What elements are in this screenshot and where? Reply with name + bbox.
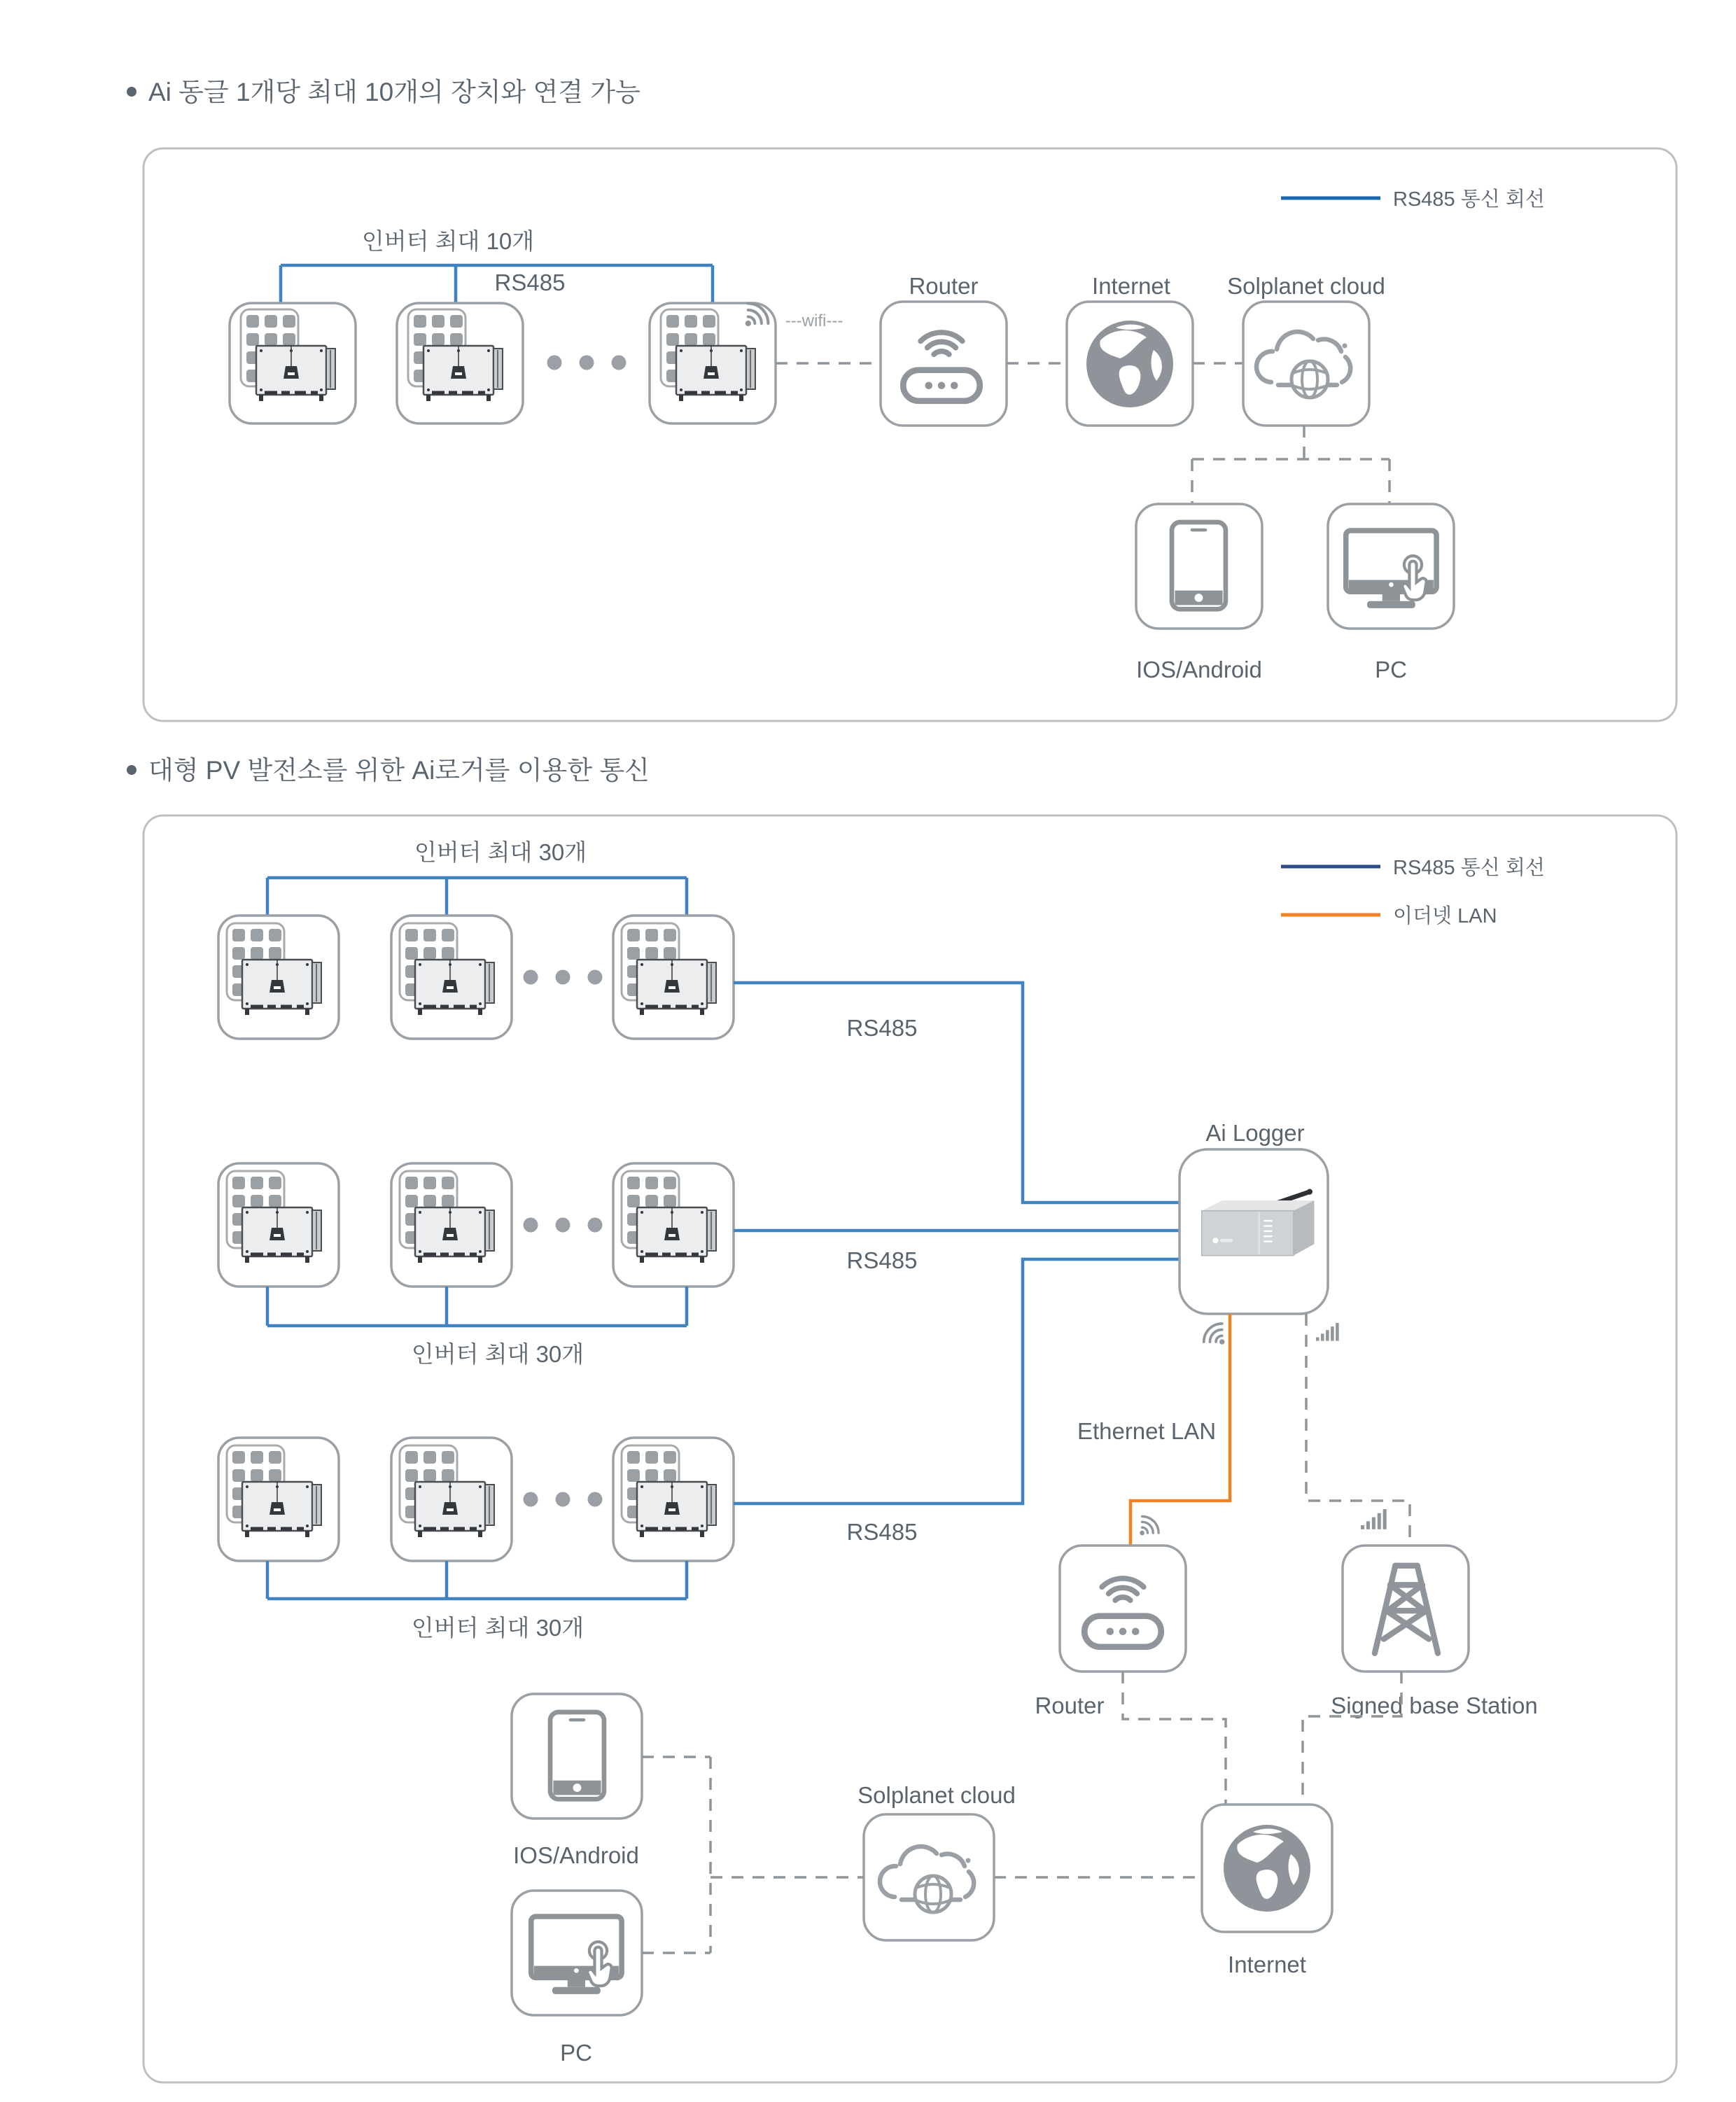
phone-icon [1172,522,1226,609]
section-2 [127,756,1676,2082]
mobile-box [1136,504,1262,629]
rs485-label-row3: RS485 [846,1519,918,1545]
ellipsis-icon [547,356,626,370]
inverter-tile [613,916,734,1039]
row2-count-label: 인버터 최대 30개 [411,1341,584,1367]
inverter-tile [230,303,356,423]
internet-label: Internet [1228,1952,1306,1977]
router-box [881,302,1007,426]
pc-box [1328,504,1454,629]
inverter-tile [391,1438,512,1561]
ellipsis-icon [524,970,603,985]
mobile-label: IOS/Android [513,1842,639,1868]
inverter-tile [613,1438,734,1561]
section-1 [127,78,1676,721]
base-station-label: Signed base Station [1331,1693,1538,1718]
inverter-tile [218,1438,339,1561]
legend-ethernet-label: 이더넷 LAN [1393,905,1497,927]
rs485-label: RS485 [494,269,566,295]
ellipsis-icon [524,1492,603,1507]
pc-label: PC [560,2040,592,2066]
router-box [1060,1546,1186,1672]
pc-box [512,1891,642,2015]
router-label: Router [1035,1693,1105,1718]
inverter-tile [613,1163,734,1287]
inverter-tile [391,1163,512,1287]
ethernet-label: Ethernet LAN [1077,1418,1217,1444]
row1-count-label: 인버터 최대 30개 [414,839,587,865]
globe-icon [1224,1825,1310,1912]
mobile-box [512,1694,642,1819]
globe-icon [1086,321,1173,407]
mobile-label: IOS/Android [1136,657,1262,682]
ellipsis-icon [524,1218,603,1233]
cloud-label: Solplanet cloud [1227,273,1385,299]
pc-label: PC [1375,657,1407,682]
legend-rs485-label: RS485 통신 회선 [1393,857,1545,879]
wifi-label: ---wifi--- [785,311,844,330]
section-1-title: Ai 동글 1개당 최대 10개의 장치와 연결 가능 [148,78,640,106]
section-2-title: 대형 PV 발전소를 위한 Ai로거를 이용한 통신 [148,756,650,785]
rs485-label-row1: RS485 [846,1015,918,1041]
inverter-tile [218,1163,339,1287]
inverter-tile [397,303,523,423]
phone-icon [550,1712,604,1799]
internet-label: Internet [1092,273,1170,299]
inverter-count-label: 인버터 최대 10개 [361,228,535,254]
logger-label: Ai Logger [1205,1120,1305,1146]
rs485-label-row2: RS485 [846,1247,918,1273]
inverter-tile [650,303,776,423]
inverter-tile [218,916,339,1039]
cloud-label: Solplanet cloud [858,1782,1016,1808]
bullet-icon [127,87,136,97]
legend-rs485-label: RS485 통신 회선 [1393,188,1545,211]
router-label: Router [909,273,979,299]
inverter-tile [391,916,512,1039]
bullet-icon [127,765,136,775]
row3-count-label: 인버터 최대 30개 [411,1615,584,1641]
